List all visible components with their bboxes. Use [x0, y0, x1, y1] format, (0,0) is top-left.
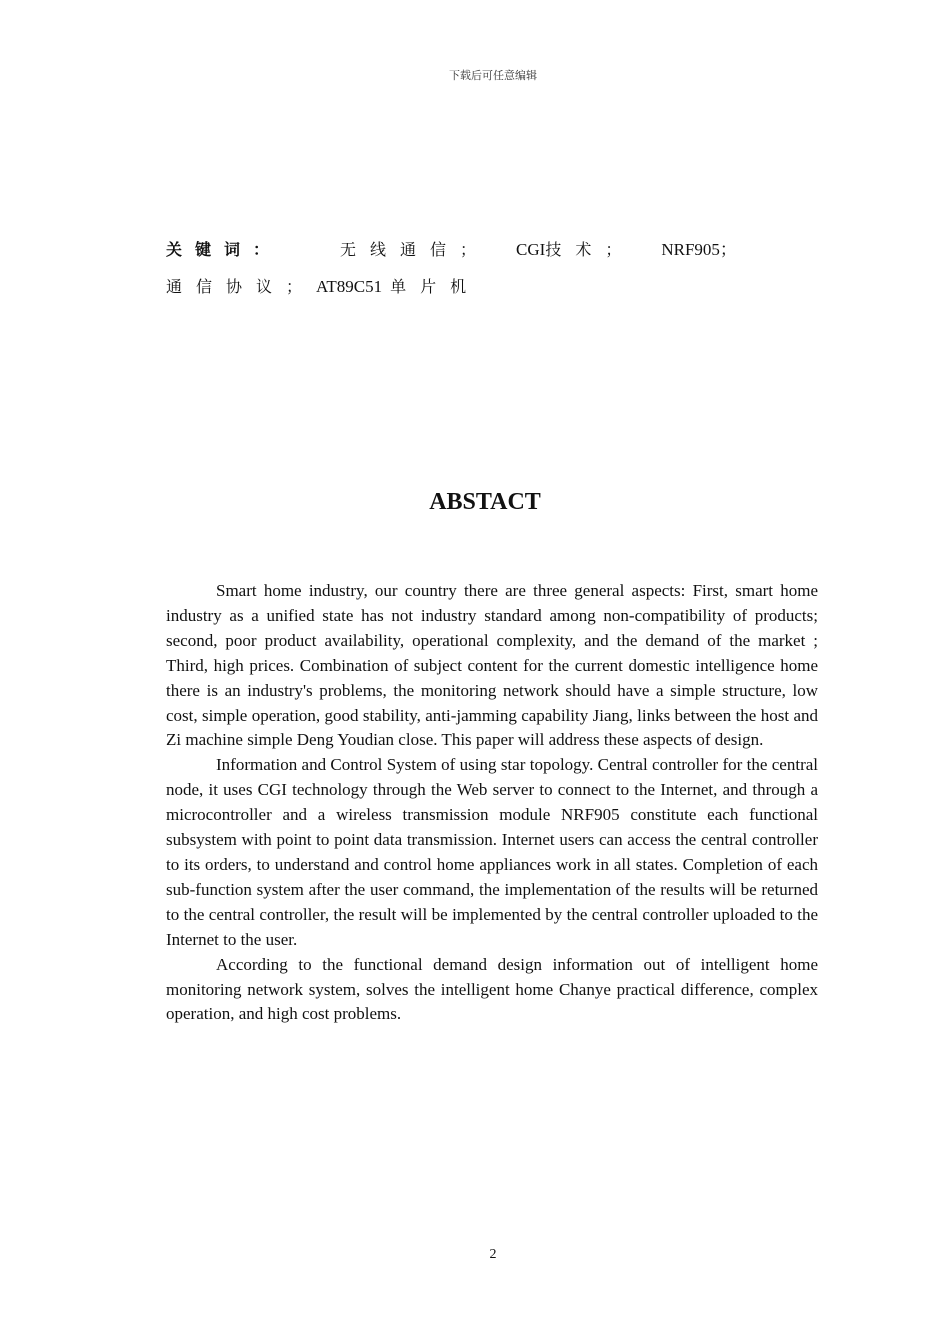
abstract-paragraph: According to the functional demand design information out of intelligent home monitoring network system, solves the intelligent home Chanye practical difference, complex operation, and high cost problems.	[166, 954, 818, 1024]
keyword-wireless-communication: 无线通信；	[340, 240, 491, 259]
keywords-line-1	[166, 231, 818, 268]
keywords-label: 关键词：	[166, 240, 283, 259]
keyword-communication-protocol: 通信协议；	[166, 277, 317, 296]
page-number: 2	[489, 1247, 497, 1262]
abstract-title: ABSTACT	[429, 489, 541, 515]
header-note: 下载后可任意编辑	[449, 69, 537, 82]
keyword-at89c51: AT89C51	[316, 277, 383, 296]
keyword-cgi: CGI	[516, 240, 546, 259]
abstract-paragraph: Information and Control System of using star topology. Central controller for the central node, it uses CGI technology through the Web server to connect to the Internet, and through a microcontroller and a wireless transmission module NRF905 constitute each functional subsystem with point to point data transmission. Internet users can access the central controller to its orders, to understand and control home appliances work in all states. Completion of each sub-function system after the user command, the implementation of the results will be returned to the central controller, the result will be implemented by the central controller uploaded to the Internet to the user.	[166, 755, 818, 949]
abstract-paragraph: Smart home industry, our country there are three general aspects: First, smart home industry as a unified state has not industry standard among non-compatibility of products; second, poor product availability, operational complexity, and the demand of the market ; Third, high prices. Combination of subject content for the current domestic intelligence home there is an industry's problems, the monitoring network should have a simple structure, low cost, simple operation, good stability, anti-jamming capability Jiang, links between the host and Zi machine simple Deng Youdian close. This paper will address these aspects of design.	[166, 581, 818, 750]
abstract-body	[166, 579, 818, 1027]
keyword-microcontroller: 单片机	[390, 277, 481, 296]
keywords-line-2	[166, 268, 818, 305]
keyword-nrf905: NRF905；	[661, 240, 737, 259]
keyword-cgi-technology: 技术；	[545, 240, 636, 259]
keywords-section	[166, 231, 818, 305]
